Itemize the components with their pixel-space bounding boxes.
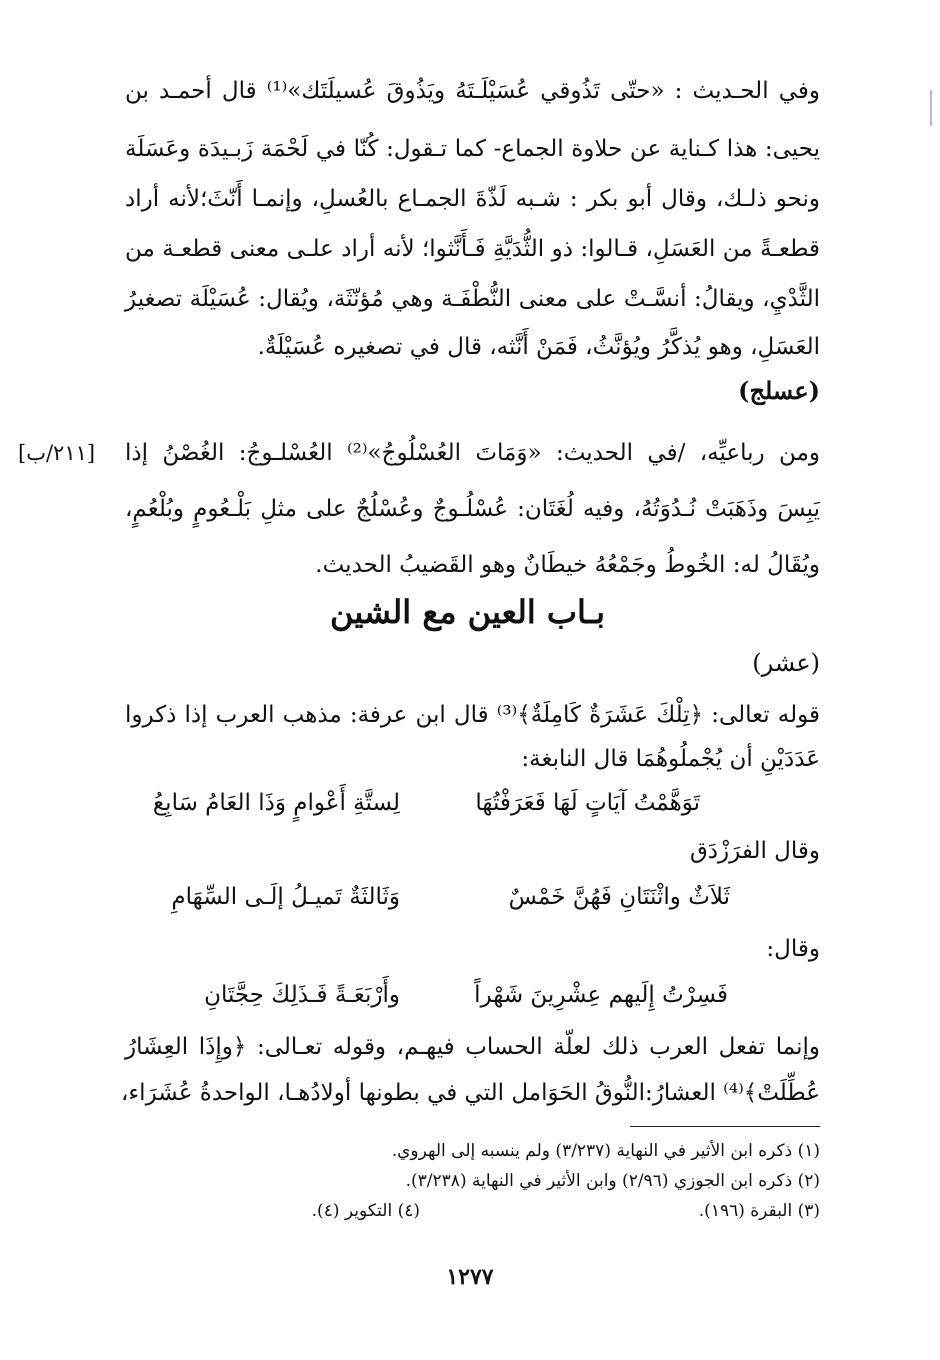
chapter-title: بـاب العين مع الشين [329,593,606,631]
verse-hemistich-left: لِستَّةِ أَعْوامٍ وَذَا العَامُ سَابِعُ [152,790,400,816]
text-line: قطعـةً من العَسَلِ، قـالوا: ذو الثُّدَيَّةِ فَـأَنَّثوا؛ لأنه أراد علـى معنى قطعـة من [125,236,820,262]
text-line: الثَّدْيِ، ويقالُ: أنسَّـتْ على معنى النُّطْفَـة وهي مُؤنّثَة، ويُقال: عُسَيْلَة تصغيرُ [125,286,820,312]
verse-hemistich-right: فَسِرْتُ إِلَيهم عِشْرِينَ شَهْراً [474,982,728,1008]
text-line: عُطِّلَتْ﴾⁽⁴⁾ العشارُ:النُّوقُ الحَوَامل التي في بطونها أولادُهـا، الواحدةُ عُشَرَاء، [120,1080,820,1106]
text-line: قوله تعالى: ﴿تِلْكَ عَشَرَةٌ كَامِلَةٌ﴾⁽³⁾ قال ابن عرفة: مذهب العرب إذا ذكروا [125,702,820,728]
section-heading: (عسلج) [738,376,820,405]
scan-edge-mark [930,90,932,126]
section-heading: (عشر) [752,649,820,677]
text-line: يَبِسَ وذَهَبَتْ نُـدُوَتُهُ، وفيه لُغَتَان: عُسْلُـوجٌ وعُسْلُجٌ على مثلِ بَلْـعُومٍ وبُلْعُمٍ، [125,496,820,522]
text-line: وقال الفرَزْدَق [689,838,820,864]
verse-hemistich-left: وأَرْبَعَـةً فَـذَلِكَ حِجَّتَانِ [204,982,400,1008]
text-line: ونحو ذلـك، وقال أبو بكر : شـبه لَذّةَ الجمـاع بالعُسلِ، وإنمـا أَنّثَ؛لأنه أراد [125,186,820,212]
margin-folio-note: [٢١١/ب] [18,441,96,465]
text-line: وإنما تفعل العرب ذلك لعلّة الحساب فيهـم، وقوله تعـالى: ﴿وإِذَا العِشَارُ [125,1034,820,1060]
text-line: عَدَدَيْنِ أن يُجْملُوهُمَا قال النابغة: [521,746,820,772]
footnote: (٢) ذكره ابن الجوزي (٢/٩٦) وابن الأثير في النهاية (٣/٢٣٨). [405,1171,820,1191]
footnote: (١) ذكره ابن الأثير في النهاية (٣/٢٣٧) ولم ينسبه إلى الهروي. [391,1141,820,1161]
verse-hemistich-left: وَثَالثَةٌ تَميـلُ إلَـى السِّهَامِ [171,884,400,910]
verse-hemistich-right: ثَلاَثٌ واثْنَتَانِ فَهُنَّ خَمْسٌ [508,884,730,910]
text-line: ويُقَالُ له: الخُوطُ وجَمْعُهُ خيطَانٌ وهو القَضيبُ الحديث. [315,552,820,578]
footnote: (٤) التكوير (٤). [311,1201,420,1221]
page-number: ١٢٧٧ [446,1264,494,1290]
verse-hemistich-right: تَوَهَّمْتُ آيَاتٍ لَهَا فَعَرَفْتُهَا [475,790,700,816]
text-line: العَسَلِ، وهو يُذكَّرُ ويُؤنَّثُ، فَمَنْ أَنَّثه، قال في تصغيره عُسَيْلَةٌ. [257,334,820,360]
text-line: يحيى: هذا كـناية عن حلاوة الجماع- كما تـقول: كُنّا في لَحْمَة زَبـيدَة وعَسَلَة [125,136,820,162]
text-line: ومن رباعيِّه، /في الحديث: «وَمَاتَ العُسْلُوجُ»⁽²⁾ العُسْلـوجُ: الغُصْنُ إذا [125,440,820,466]
text-line: وفي الحـديث : «حتّى تَذُوقي عُسَيْلَـتَهُ ويَذُوقَ عُسيلَتَك»⁽¹⁾ قال أحمـد بن [125,78,820,104]
text-line: وقال: [766,936,820,962]
footnote-separator [630,1126,820,1127]
footnote: (٣) البقرة (١٩٦). [698,1201,820,1221]
